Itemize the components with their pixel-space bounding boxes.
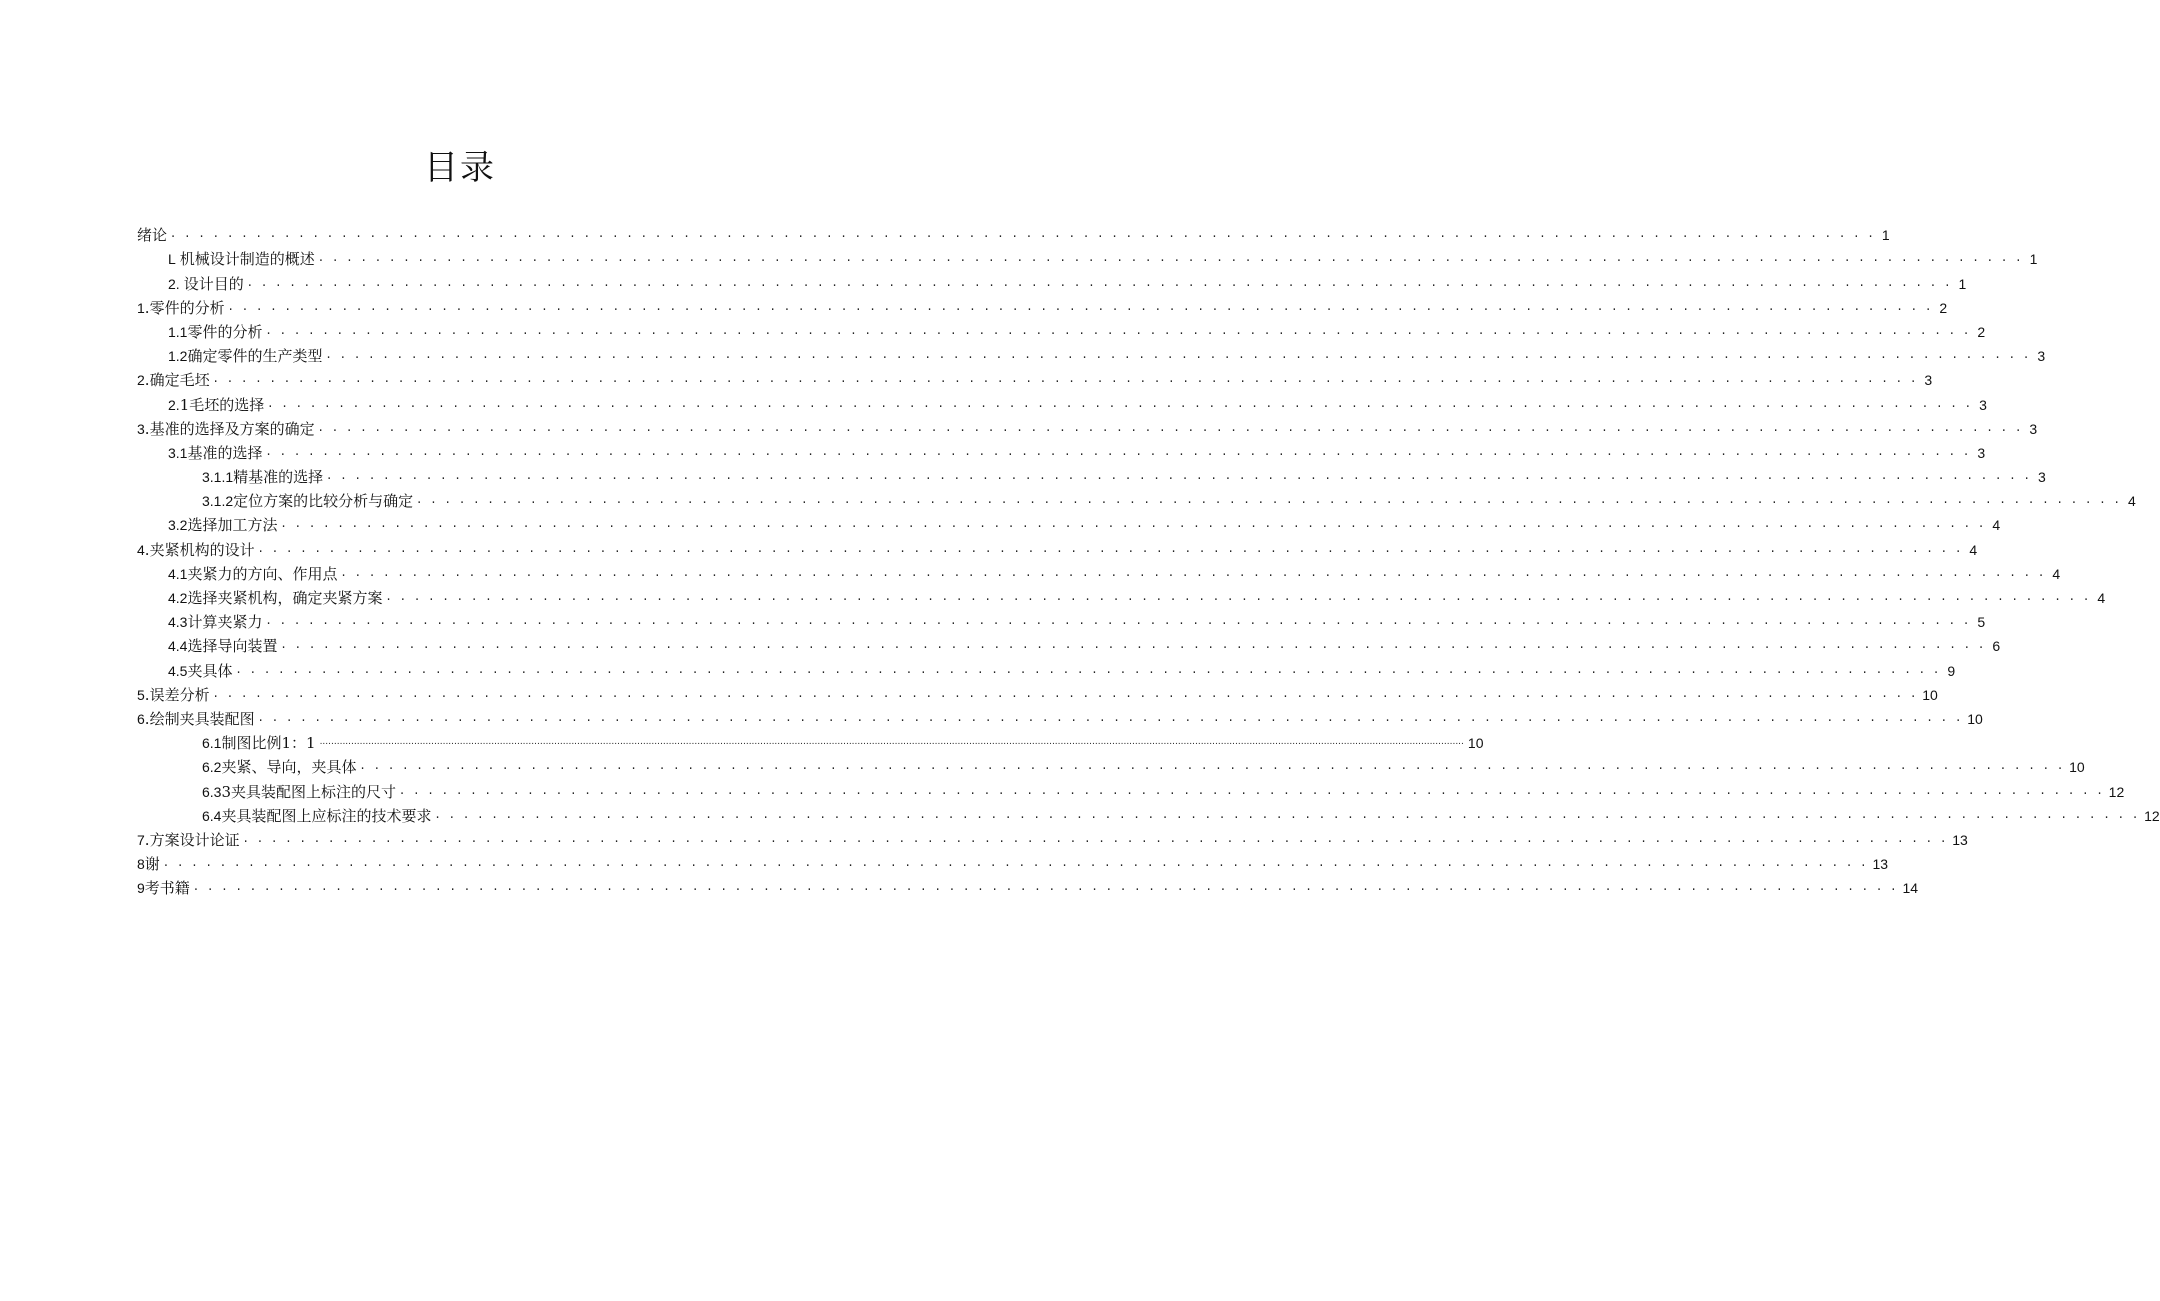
toc-entry-title: 夹紧、导向，夹具体 [221,758,357,777]
toc-entry[interactable] [137,631,2001,656]
toc-entry[interactable] [137,704,1983,728]
toc-entry-page-number: 12 [2144,807,2160,824]
toc-entry[interactable] [137,293,1948,317]
toc-entry[interactable] [137,414,2038,438]
toc-entry-page-number: 14 [1902,880,1919,897]
toc-entry-page-number: 3 [2037,348,2046,365]
toc-entry[interactable] [137,268,1967,293]
toc-entry-title: 夹紧力的方向、作用点 [187,564,338,583]
toc-leader-dots: . . . . . . . . . . . . . . . . . . . . . . . . . . . . . . . . . . . . . . . . . . . . . . . . . . . . . . . . . . . . . . . . . . . . . . . . . . . . . . . . . . . . . . . . . . . . . . . . . . . . . . . . . . . . . . . . . . . . . . . . [258,709,1964,725]
toc-entry-number: 1.1 [168,323,188,340]
toc-entry-page-number: 9 [1947,662,1956,679]
toc-entry[interactable] [137,752,2085,777]
toc-entry-number: 4.1 [168,565,188,582]
toc-entry-title: .方案设计论证 [144,830,240,849]
toc-entry-number: 3.2 [168,517,188,534]
toc-entry-page-number: 13 [1872,856,1889,873]
toc-leader-dots: . . . . . . . . . . . . . . . . . . . . . . . . . . . . . . . . . . . . . . . . . . . . . . . . . . . . . . . . . . . . . . . . . . . . . . . . . . . . . . . . . . . . . . . . . . . . . . . . . . . . . . . . . . . . . . . . . . . . . . . . [266,443,1972,459]
toc-entry[interactable] [137,244,2038,269]
toc-entry-number: 4 [137,541,145,558]
toc-entry[interactable] [137,655,1956,680]
toc-entry-title: 谢 [144,855,160,874]
toc-entry[interactable] [137,801,2160,825]
toc-entry-number: 2. [168,396,180,413]
toc-leader-dots: . . . . . . . . . . . . . . . . . . . . . . . . . . . . . . . . . . . . . . . . . . . . . . . . . . . . . . . . . . . . . . . . . . . . . . . . . . . . . . . . . . . . . . . . . . . . . . . . . . . . . . . . . . . . . . . . . . . . . . . . [247,274,1953,290]
toc-entry-title: 精基准的选择 [233,468,324,487]
toc-entry-number: 6.1 [202,735,222,752]
toc-entry-title: 零件的分析 [187,322,263,341]
toc-entry-title: 考书籍 [144,879,190,898]
toc-entry-title: 选择导向装置 [187,637,278,656]
toc-leader-dots: . . . . . . . . . . . . . . . . . . . . . . . . . . . . . . . . . . . . . . . . . . . . . . . . . . . . . . . . . . . . . . . . . . . . . . . . . . . . . . . . . . . . . . . . . . . . . . . . . . . . . . . . . . . . . . . . . . . . . . . . [281,516,1987,532]
toc-entry[interactable] [137,680,1938,704]
toc-entry-number: 6.4 [202,807,222,824]
toc-leader-dots: . . . . . . . . . . . . . . . . . . . . . . . . . . . . . . . . . . . . . . . . . . . . . . . . . . . . . . . . . . . . . . . . . . . . . . . . . . . . . . . . . . . . . . . . . . . . . . . . . . . . . . . . . . . . . . . . . . . . . . . . [236,661,1942,677]
toc-entry-number: 6.2 [202,759,222,776]
toc-entry-title: 选择加工方法 [187,516,278,535]
toc-entry-number: 4.4 [168,638,188,655]
toc-entry-page-number: 3 [1977,444,1986,461]
toc-entry-title: .误差分析 [144,685,210,704]
toc-entry-page-number: 4 [2052,565,2061,582]
toc-entry-number: 4.2 [168,590,188,606]
toc-entry-title: 计算夹紧力 [187,613,263,632]
toc-entry-title: 定位方案的比较分析与确定 [233,492,414,511]
toc-entry-page-number: 6 [1992,638,2001,655]
toc-entry[interactable] [137,220,1890,245]
toc-entry-title: .基准的选择及方案的确定 [144,419,315,438]
toc-entry-title: .零件的分析 [144,298,225,317]
toc-entry-page-number: 3 [1924,372,1933,389]
toc-entry-number: 2. [168,275,180,292]
toc-leader-dots: . . . . . . . . . . . . . . . . . . . . . . . . . . . . . . . . . . . . . . . . . . . . . . . . . . . . . . . . . . . . . . . . . . . . . . . . . . . . . . . . . . . . . . . . . . . . . . . . . . . . . . . . . . . . . . . . . . . . . . . . [326,347,2032,363]
toc-leader-dots: . . . . . . . . . . . . . . . . . . . . . . . . . . . . . . . . . . . . . . . . . . . . . . . . . . . . . . . . . . . . . . . . . . . . . . . . . . . . . . . . . . . . . . . . . . . . . . . . . . . . . . . . . . . . . . . . . . . . . . . . [213,371,1919,387]
toc-entry[interactable] [137,534,1978,559]
toc-entry-page-number: 4 [2097,590,2106,606]
toc-entry-number: 7 [137,831,145,848]
toc-entry-page-number: 10 [1922,686,1938,703]
toc-entry-number: 9 [137,880,145,897]
toc-leader-dots: . . . . . . . . . . . . . . . . . . . . . . . . . . . . . . . . . . . . . . . . . . . . . . . . . . . . . . . . . . . . . . . . . . . . . . . . . . . . . . . . . . . . . . . . . . . . . . . . . . . . . . . . . . . . . . . . . . . . . . . . [266,322,1972,338]
toc-entry-page-number: 4 [2128,493,2136,510]
toc-leader-dots: . . . . . . . . . . . . . . . . . . . . . . . . . . . . . . . . . . . . . . . . . . . . . . . . . . . . . . . . . . . . . . . . . . . . . . . . . . . . . . . . . . . . . . . . . . . . . . . . . . . . . . . . . . . . . . . . . . . . . . . . [163,855,1869,871]
toc-entry-page-number: 10 [1967,710,1983,727]
toc-leader-dots: . . . . . . . . . . . . . . . . . . . . . . . . . . . . . . . . . . . . . . . . . . . . . . . . . . . . . . . . . . . . . . . . . . . . . . . . . . . . . . . . . . . . . . . . . . . . . . . . . . . . . . . . . . . . . . . . . . . . . . . . [417,492,2122,508]
toc-entry-page-number: 2 [1977,323,1986,340]
toc-leader-dots: . . . . . . . . . . . . . . . . . . . . . . . . . . . . . . . . . . . . . . . . . . . . . . . . . . . . . . . . . . . . . . . . . . . . . . . . . . . . . . . . . . . . . . . . . . . . . . . . . . . . . . . . . . . . . . . . . . . . . . . . [266,613,1972,629]
toc-entry-page-number: 4 [1992,517,2001,534]
toc-entry-number: 4.5 [168,662,188,679]
toc-entry-number: 4.3 [168,614,188,631]
toc-entry-number: 8 [137,856,145,873]
toc-entry-title: 设计目的 [183,274,244,293]
toc-entry[interactable] [137,583,2106,607]
toc-entry-number: 1 [137,299,145,316]
toc-entry-title: 选择夹紧机构，确定夹紧方案 [187,589,383,607]
toc-entry-number: L [168,251,176,268]
toc-leader-dots: . . . . . . . . . . . . . . . . . . . . . . . . . . . . . . . . . . . . . . . . . . . . . . . . . . . . . . . . . . . . . . . . . . . . . . . . . . . . . . . . . . . . . . . . . . . . . . . . . . . . . . . . . . . . . . . . . . . . . . . . [341,564,2047,580]
toc-entry-page-number: 10 [1467,735,1484,752]
toc-entry-page-number: 1 [1881,227,1890,244]
toc-leader-dots: . . . . . . . . . . . . . . . . . . . . . . . . . . . . . . . . . . . . . . . . . . . . . . . . . . . . . . . . . . . . . . . . . . . . . . . . . . . . . . . . . . . . . . . . . . . . . . . . . . . . . . . . . . . . . . . . . . . . . . . . [193,879,1899,895]
toc-entry-page-number: 3 [2029,420,2038,437]
toc-entry[interactable] [137,559,2061,583]
toc-entry-title: 夹具装配图上应标注的技术要求 [221,806,432,825]
toc-leader-dots: . . . . . . . . . . . . . . . . . . . . . . . . . . . . . . . . . . . . . . . . . . . . . . . . . . . . . . . . . . . . . . . . . . . . . . . . . . . . . . . . . . . . . . . . . . . . . . . . . . . . . . . . . . . . . . . . . . . . . . . . [318,419,2024,435]
toc-entry[interactable] [137,389,1987,414]
toc-leader-dots: . . . . . . . . . . . . . . . . . . . . . . . . . . . . . . . . . . . . . . . . . . . . . . . . . . . . . . . . . . . . . . . . . . . . . . . . . . . . . . . . . . . . . . . . . . . . . . . . . . . . . . . . . . . . . . . . . . . . . . . . [281,637,1987,653]
toc-entry[interactable] [137,510,2001,535]
toc-entry[interactable] [137,728,1484,753]
toc-entry[interactable] [137,341,2046,366]
toc-leader-dots: . . . . . . . . . . . . . . . . . . . . . . . . . . . . . . . . . . . . . . . . . . . . . . . . . . . . . . . . . . . . . . . . . . . . . . . . . . . . . . . . . . . . . . . . . . . . . . . . . . . . . . . . . . . . . . . . . . . . . . . . [213,685,1919,701]
toc-entry[interactable] [137,849,1889,874]
toc-entry-page-number: 12 [2108,783,2125,800]
toc-entry-title: .确定毛坯 [144,371,210,390]
toc-entry-number: 6 [137,710,145,727]
toc-entry-number: 2 [137,372,145,389]
toc-entry-title: 机械设计制造的概述 [179,250,315,269]
toc-entry-number: 3.1 [168,444,188,461]
toc-entry-number: 3.1.1 [202,469,234,486]
toc-leader-dots: . . . . . . . . . . . . . . . . . . . . . . . . . . . . . . . . . . . . . . . . . . . . . . . . . . . . . . . . . . . . . . . . . . . . . . . . . . . . . . . . . . . . . . . . . . . . . . . . . . . . . . . . . . . . . . . . . . . . . . . . [318,250,2024,266]
toc-entry-title: 3夹具装配图上标注的尺寸 [221,782,397,801]
toc-entry-title: .夹紧机构的设计 [144,540,255,559]
toc-entry-number: 6.3 [202,783,222,800]
toc-entry-page-number: 2 [1939,299,1948,316]
toc-entry-title: .绘制夹具装配图 [144,709,255,728]
toc-entry-number: 5 [137,686,145,703]
toc-entry-title: 确定零件的生产类型 [187,347,323,366]
toc-entry-page-number: 3 [2038,469,2046,486]
toc-leader-dots: . . . . . . . . . . . . . . . . . . . . . . . . . . . . . . . . . . . . . . . . . . . . . . . . . . . . . . . . . . . . . . . . . . . . . . . . . . . . . . . . . . . . . . . . . . . . . . . . . . . . . . . . . . . . . . . . . . . . . . . . [228,298,1934,314]
toc-entry-title: 绪论 [137,226,168,245]
toc-entry-page-number: 3 [1979,396,1987,413]
toc-entry-number: 3 [137,420,145,437]
toc-entry[interactable] [137,825,1968,849]
toc-leader-dots: ................................................................................................................................................................................................................................................................................................................................................................................................................ [319,737,1464,748]
toc-leader-dots: . . . . . . . . . . . . . . . . . . . . . . . . . . . . . . . . . . . . . . . . . . . . . . . . . . . . . . . . . . . . . . . . . . . . . . . . . . . . . . . . . . . . . . . . . . . . . . . . . . . . . . . . . . . . . . . . . . . . . . . . [400,782,2105,798]
toc-entry[interactable] [137,365,1933,390]
toc-entry[interactable] [137,317,1986,341]
toc-leader-dots: . . . . . . . . . . . . . . . . . . . . . . . . . . . . . . . . . . . . . . . . . . . . . . . . . . . . . . . . . . . . . . . . . . . . . . . . . . . . . . . . . . . . . . . . . . . . . . . . . . . . . . . . . . . . . . . . . . . . . . . . [171,226,1876,242]
toc-leader-dots: . . . . . . . . . . . . . . . . . . . . . . . . . . . . . . . . . . . . . . . . . . . . . . . . . . . . . . . . . . . . . . . . . . . . . . . . . . . . . . . . . . . . . . . . . . . . . . . . . . . . . . . . . . . . . . . . . . . . . . . . [435,806,2141,822]
table-of-contents [137,220,2160,898]
toc-entry-title: 基准的选择 [187,443,263,462]
toc-entry[interactable] [137,607,1986,632]
toc-entry-page-number: 1 [2029,251,2038,268]
toc-entry-title: 1毛坯的选择 [179,395,265,414]
toc-entry[interactable] [137,873,1919,898]
toc-entry-number: 3.1.2 [202,493,234,510]
toc-leader-dots: . . . . . . . . . . . . . . . . . . . . . . . . . . . . . . . . . . . . . . . . . . . . . . . . . . . . . . . . . . . . . . . . . . . . . . . . . . . . . . . . . . . . . . . . . . . . . . . . . . . . . . . . . . . . . . . . . . . . . . . . [258,540,1964,556]
toc-entry[interactable] [137,486,2136,511]
toc-leader-dots: . . . . . . . . . . . . . . . . . . . . . . . . . . . . . . . . . . . . . . . . . . . . . . . . . . . . . . . . . . . . . . . . . . . . . . . . . . . . . . . . . . . . . . . . . . . . . . . . . . . . . . . . . . . . . . . . . . . . . . . . [386,589,2092,604]
toc-leader-dots: . . . . . . . . . . . . . . . . . . . . . . . . . . . . . . . . . . . . . . . . . . . . . . . . . . . . . . . . . . . . . . . . . . . . . . . . . . . . . . . . . . . . . . . . . . . . . . . . . . . . . . . . . . . . . . . . . . . . . . . . [327,468,2032,484]
toc-entry-page-number: 4 [1969,541,1978,558]
page-title: 目录 [424,148,496,188]
toc-entry-number: 1.2 [168,348,188,365]
toc-entry-page-number: 13 [1952,831,1968,848]
toc-entry-title: 制图比例1：1 [221,734,316,753]
toc-entry-page-number: 1 [1958,275,1967,292]
toc-leader-dots: . . . . . . . . . . . . . . . . . . . . . . . . . . . . . . . . . . . . . . . . . . . . . . . . . . . . . . . . . . . . . . . . . . . . . . . . . . . . . . . . . . . . . . . . . . . . . . . . . . . . . . . . . . . . . . . . . . . . . . . . [243,830,1949,846]
toc-leader-dots: . . . . . . . . . . . . . . . . . . . . . . . . . . . . . . . . . . . . . . . . . . . . . . . . . . . . . . . . . . . . . . . . . . . . . . . . . . . . . . . . . . . . . . . . . . . . . . . . . . . . . . . . . . . . . . . . . . . . . . . . [360,758,2066,774]
toc-entry[interactable] [137,438,1986,462]
toc-entry[interactable] [137,776,2125,801]
toc-leader-dots: . . . . . . . . . . . . . . . . . . . . . . . . . . . . . . . . . . . . . . . . . . . . . . . . . . . . . . . . . . . . . . . . . . . . . . . . . . . . . . . . . . . . . . . . . . . . . . . . . . . . . . . . . . . . . . . . . . . . . . . . [268,395,1973,411]
toc-entry[interactable] [137,462,2046,487]
toc-entry-page-number: 5 [1977,614,1986,631]
toc-entry-page-number: 10 [2069,759,2085,776]
toc-entry-title: 夹具体 [187,661,233,680]
